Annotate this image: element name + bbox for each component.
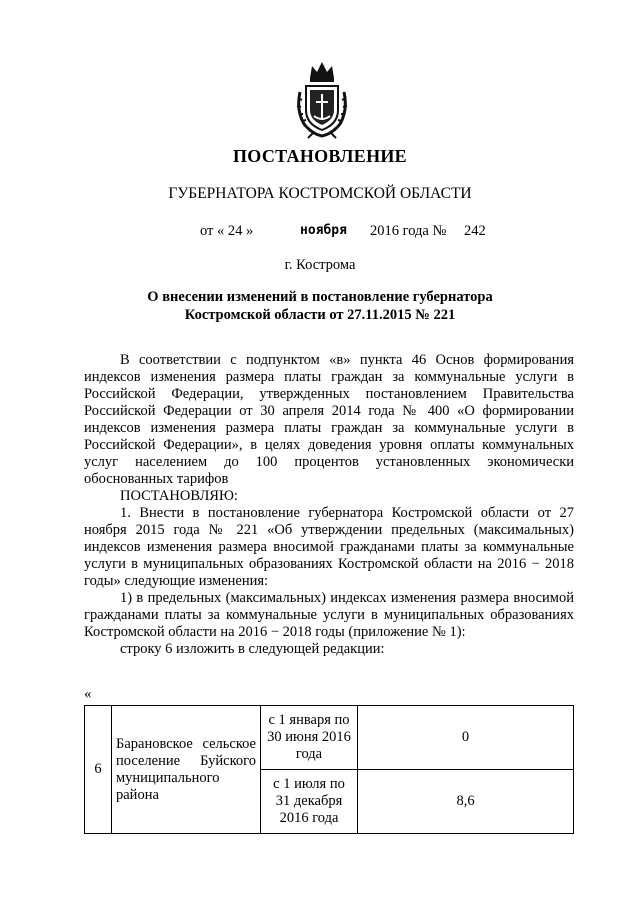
- date-prefix: от « 24 »: [200, 223, 254, 239]
- document-subject: [0, 288, 640, 324]
- document-body: [84, 352, 574, 658]
- item-1-paragraph: 1. Внести в постановление губернатора Костромской области от 27 ноября 2015 года № 221 «Об утверждении предельных (максимальных) индексов изменения размера вносимой гражданами платы за коммунальные услуги в муниципальных образованиях Костромской области на 2016 − 2018 годы» следующие изменения:: [84, 505, 574, 589]
- subject-line-1: О внесении изменений в постановление губернатора: [147, 289, 493, 305]
- row-instruction: строку 6 изложить в следующей редакции:: [120, 641, 385, 657]
- index-value-cell: 0: [358, 706, 574, 770]
- date-month: ноября: [300, 223, 347, 238]
- coat-of-arms-emblem: [294, 58, 350, 140]
- date-year: 2016 года №: [370, 223, 447, 239]
- document-number: 242: [464, 223, 486, 239]
- document-title: ПОСТАНОВЛЕНИЕ: [233, 146, 407, 166]
- row-number-cell: 6: [85, 706, 112, 834]
- table-row: [85, 706, 574, 770]
- amendment-table: [84, 705, 574, 834]
- issuer-title: ГУБЕРНАТОРА КОСТРОМСКОЙ ОБЛАСТИ: [168, 185, 472, 202]
- period-cell: с 1 января по 30 июня 2016 года: [261, 706, 358, 770]
- period-cell: с 1 июля по 31 декабря 2016 года: [261, 770, 358, 834]
- municipality-cell: Барановское сельское поселение Буйского муниципального района: [112, 706, 261, 834]
- preamble-paragraph: В соответствии с подпунктом «в» пункта 46 Основ формирования индексов изменения размера платы граждан за коммунальные услуги в Российской Федерации, утвержденных постановлением Правительства Российской Федерации от 30 апреля 2014 года № 400 «О формировании индексов изменения размера платы граждан за коммунальные услуги в Российской Федерации», в целях доведения уровня оплаты коммунальных услуг населением до 100 процентов установленных экономически обоснованных тарифов: [84, 352, 574, 487]
- quote-mark: «: [84, 686, 92, 702]
- subitem-1-paragraph: 1) в предельных (максимальных) индексах изменения размера вносимой гражданами платы за коммунальные услуги в муниципальных образованиях Костромской области на 2016 − 2018 годы (приложение № 1):: [84, 590, 574, 640]
- subject-line-2: Костромской области от 27.11.2015 № 221: [184, 307, 456, 323]
- decree-word: ПОСТАНОВЛЯЮ:: [120, 488, 238, 504]
- index-value-cell: 8,6: [358, 770, 574, 834]
- city: г. Кострома: [284, 257, 356, 273]
